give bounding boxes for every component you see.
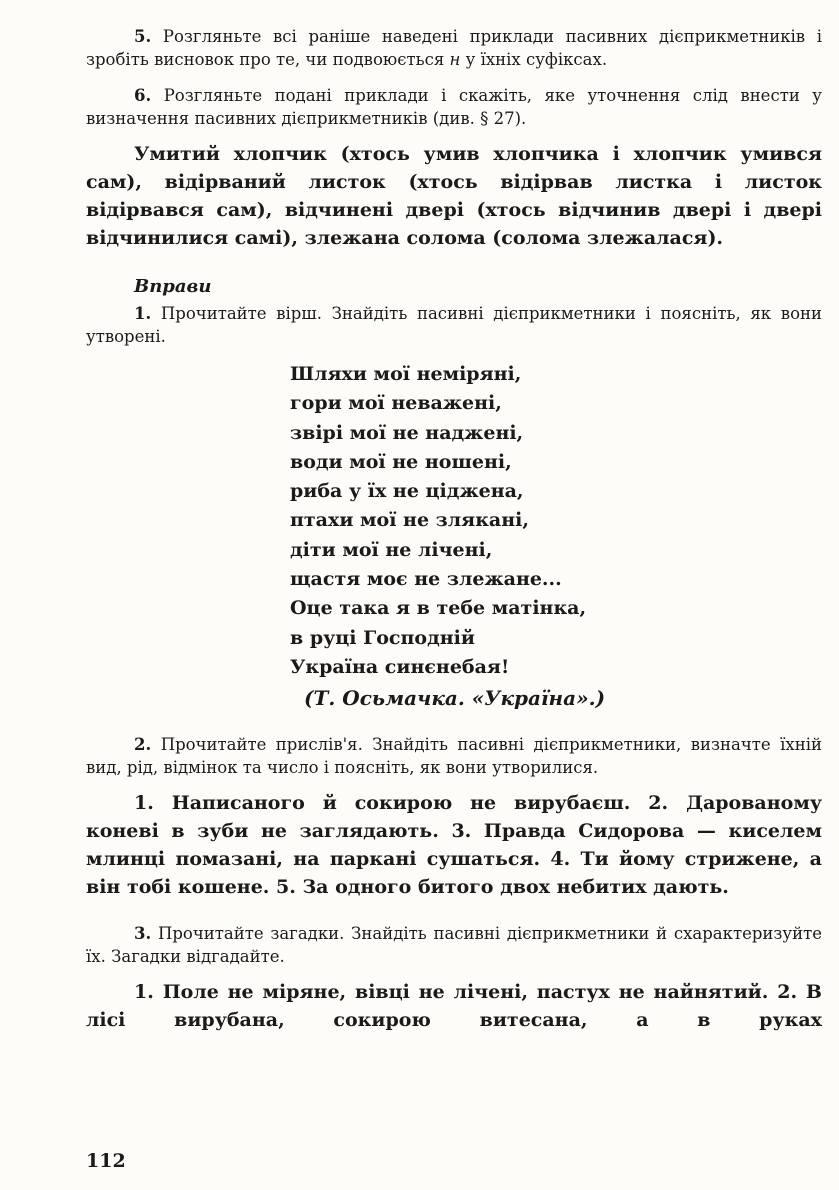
poem-line: в руці Господній <box>290 626 475 649</box>
exercise-text: Прочитайте прислів'я. Знайдіть пасивні дієприкметники, визначте їхній вид, рід, відмінок та число і поясніть, як вони утворилися. <box>86 735 822 777</box>
poem-line: звірі мої не наджені, <box>290 421 524 444</box>
poem-line: води мої не ношені, <box>290 450 512 473</box>
riddles: 1. Поле не міряне, вівці не лічені, пастух не найнятий. 2. В лісі вирубана, сокирою витесана, а в руках <box>86 981 822 1032</box>
exercise-number: 3. <box>134 924 152 944</box>
page-number: 112 <box>86 1150 126 1172</box>
exercise-number: 1. <box>134 304 152 323</box>
exercise-number: 2. <box>134 735 152 755</box>
examples-paragraph: Умитий хлопчик (хтось умив хлопчика і хлопчик умився сам), відірваний листок (хтось відірвав листка і листок відірвався сам), відчинені двері (хтось відчинив двері і двері відчинилися самі), злежана солома (солома злежалася). <box>86 143 822 249</box>
task-5 <box>86 26 822 71</box>
exercise-3 <box>86 923 822 968</box>
poem-line: Україна синєнебая! <box>290 655 510 678</box>
poem-line: гори мої неважені, <box>290 392 502 415</box>
task-text: Розгляньте всі раніше наведені приклади пасивних дієприкметників і зробіть висновок про те, чи подвоюється <box>86 27 822 69</box>
exercise-text: Прочитайте загадки. Знайдіть пасивні дієприкметники й схарактеризуйте їх. Загадки відгадайте. <box>86 924 823 966</box>
exercise-text: Прочитайте вірш. Знайдіть пасивні дієприкметники і поясніть, як вони утворені. <box>86 304 823 346</box>
task-6 <box>86 85 822 130</box>
textbook-page <box>86 26 822 1034</box>
task-text-end: у їхніх суфіксах. <box>460 49 608 69</box>
poem-line: Оце така я в тебе матінка, <box>290 597 587 620</box>
exercise-1 <box>86 303 822 348</box>
poem-line: птахи мої не злякані, <box>290 509 529 532</box>
poem-line: щастя моє не злежане... <box>290 568 562 591</box>
poem <box>290 360 822 682</box>
exercises-heading: Вправи <box>134 276 212 297</box>
poem-attribution: (Т. Осьмачка. «Україна».) <box>304 686 606 711</box>
poem-line: риба у їх не ціджена, <box>290 480 524 503</box>
letter-n: н <box>449 49 461 69</box>
proverbs: 1. Написаного й сокирою не вирубаєш. 2. Дарованому коневі в зуби не заглядають. 3. Правда Сидорова — киселем млинці помазані, на паркані сушаться. 4. Ти йому стрижене, а він тобі кошене. 5. За одного битого двох небитих дають. <box>86 792 822 899</box>
task-number: 6. <box>134 86 152 105</box>
poem-line: Шляхи мої неміряні, <box>290 363 522 385</box>
task-number: 5. <box>134 27 152 46</box>
task-text: Розгляньте подані приклади і скажіть, яке уточнення слід внести у визначення пасивних дієприкметників (див. § 27). <box>86 86 822 128</box>
poem-line: діти мої не лічені, <box>290 538 493 561</box>
exercise-2 <box>86 734 822 779</box>
